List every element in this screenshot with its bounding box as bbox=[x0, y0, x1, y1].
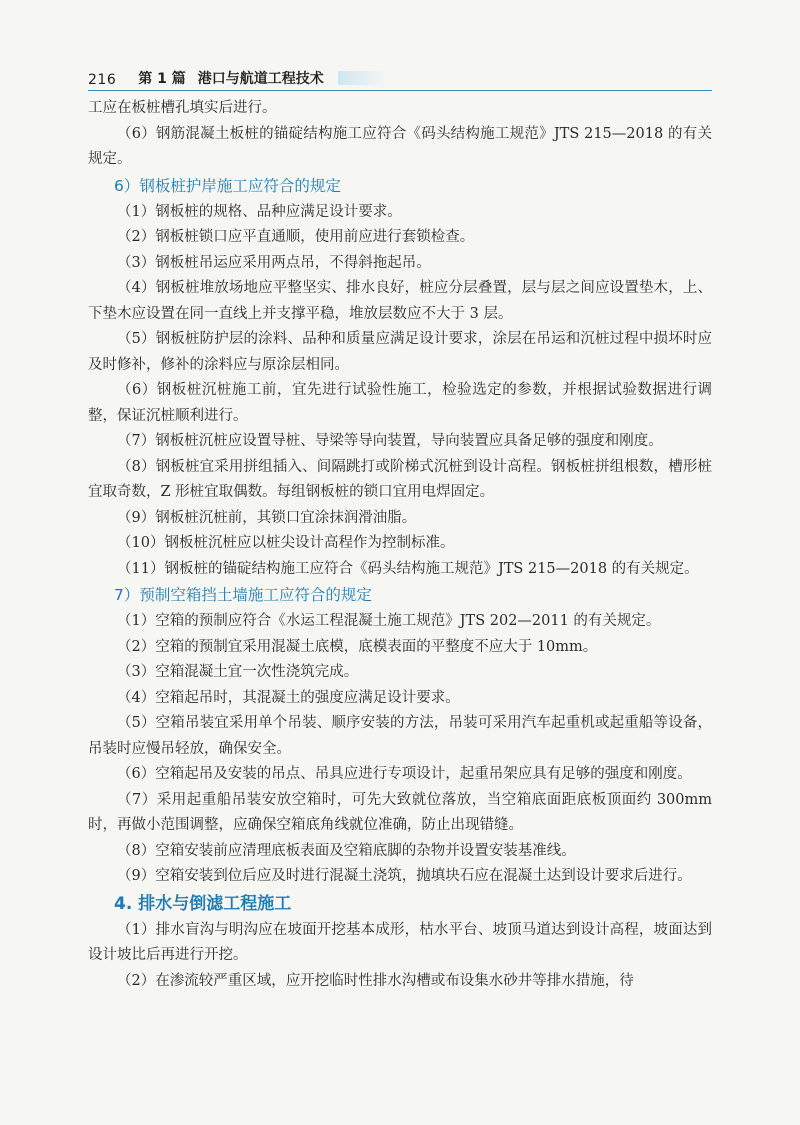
list-item: （2）空箱的预制宜采用混凝土底模，底模表面的平整度不应大于 10mm。 bbox=[117, 638, 598, 655]
chapter-heading: 4. 排水与倒滤工程施工 bbox=[114, 893, 292, 914]
running-header bbox=[88, 58, 708, 88]
header-color-tab bbox=[338, 71, 386, 85]
list-item: （7）钢板桩沉桩应设置导桩、导梁等导向装置，导向装置应具备足够的强度和刚度。 bbox=[117, 433, 663, 449]
list-item: （5）空箱吊装宜采用单个吊装、顺序安装的方法，吊装可采用汽车起重机或起重船等设备，吊装时应慢吊轻放，确保安全。 bbox=[88, 715, 712, 757]
list-item: （4）空箱起吊时，其混凝土的强度应满足设计要求。 bbox=[117, 689, 460, 706]
section-heading: 7）预制空箱挡土墙施工应符合的规定 bbox=[114, 586, 372, 604]
list-item: （7）采用起重船吊装安放空箱时，可先大致就位落放，当空箱底面距底板顶面约 300mm 时，再做小范围调整，应确保空箱底角线就位准确，防止出现错缝。 bbox=[88, 791, 712, 833]
list-item: （2）钢板桩锁口应平直通顺，使用前应进行套锁检查。 bbox=[117, 229, 475, 245]
list-item: （3）空箱混凝土宜一次性浇筑完成。 bbox=[117, 664, 359, 680]
list-item: （9）钢板桩沉桩前，其锁口宜涂抹润滑油脂。 bbox=[117, 509, 417, 526]
part-title: 港口与航道工程技术 bbox=[197, 71, 324, 87]
list-item: （11）钢板桩的锚碇结构施工应符合《码头结构施工规范》JTS 215—2018 的有关规定。 bbox=[117, 560, 699, 577]
list-item: （9）空箱安装到位后应及时进行混凝土浇筑，抛填块石应在混凝土达到设计要求后进行。 bbox=[117, 868, 692, 884]
list-item: （8）钢板桩宜采用拼组插入、间隔跳打或阶梯式沉桩到设计高程。钢板桩拼组根数，槽形桩宜取奇数，Z 形桩宜取偶数。每组钢板桩的锁口宜用电焊固定。 bbox=[88, 458, 712, 500]
list-item: （1）排水盲沟与明沟应在坡面开挖基本成形，枯水平台、坡顶马道达到设计高程，坡面达到设计坡比后再进行开挖。 bbox=[88, 921, 712, 963]
list-item: （5）钢板桩防护层的涂料、品种和质量应满足设计要求，涂层在吊运和沉桩过程中损坏时应及时修补，修补的涂料应与原涂层相同。 bbox=[88, 331, 712, 373]
list-item: （1）钢板桩的规格、品种应满足设计要求。 bbox=[117, 203, 402, 220]
page-body bbox=[88, 96, 712, 994]
paragraph: 工应在板桩槽孔填实后进行。 bbox=[88, 100, 277, 116]
list-item: （8）空箱安装前应清理底板表面及空箱底脚的杂物并设置安装基准线。 bbox=[117, 842, 576, 859]
list-item: （10）钢板桩沉桩应以桩尖设计高程作为控制标准。 bbox=[117, 535, 455, 551]
list-item: （6）钢筋混凝土板桩的锚碇结构施工应符合《码头结构施工规范》JTS 215—2018 的有关规定。 bbox=[88, 125, 712, 167]
list-item: （6）空箱起吊及安装的吊点、吊具应进行专项设计，起重吊架应具有足够的强度和刚度。 bbox=[117, 766, 692, 782]
section-heading: 6）钢板桩护岸施工应符合的规定 bbox=[114, 176, 341, 195]
list-item: （2）在渗流较严重区域，应开挖临时性排水沟槽或布设集水砂井等排水措施，待 bbox=[117, 972, 634, 989]
list-item: （4）钢板桩堆放场地应平整坚实、排水良好，桩应分层叠置，层与层之间应设置垫木，上、下垫木应设置在同一直线上并支撑平稳，堆放层数应不大于 3 层。 bbox=[88, 280, 712, 322]
page-number: 216 bbox=[88, 72, 117, 88]
header-rule bbox=[88, 90, 712, 91]
list-item: （3）钢板桩吊运应采用两点吊，不得斜拖起吊。 bbox=[117, 254, 431, 271]
list-item: （6）钢板桩沉桩施工前，宜先进行试验性施工，检验选定的参数，并根据试验数据进行调整，保证沉桩顺利进行。 bbox=[88, 382, 712, 424]
part-label: 第 1 篇 bbox=[138, 71, 186, 87]
list-item: （1）空箱的预制应符合《水运工程混凝土施工规范》JTS 202—2011 的有关规定。 bbox=[117, 613, 661, 629]
